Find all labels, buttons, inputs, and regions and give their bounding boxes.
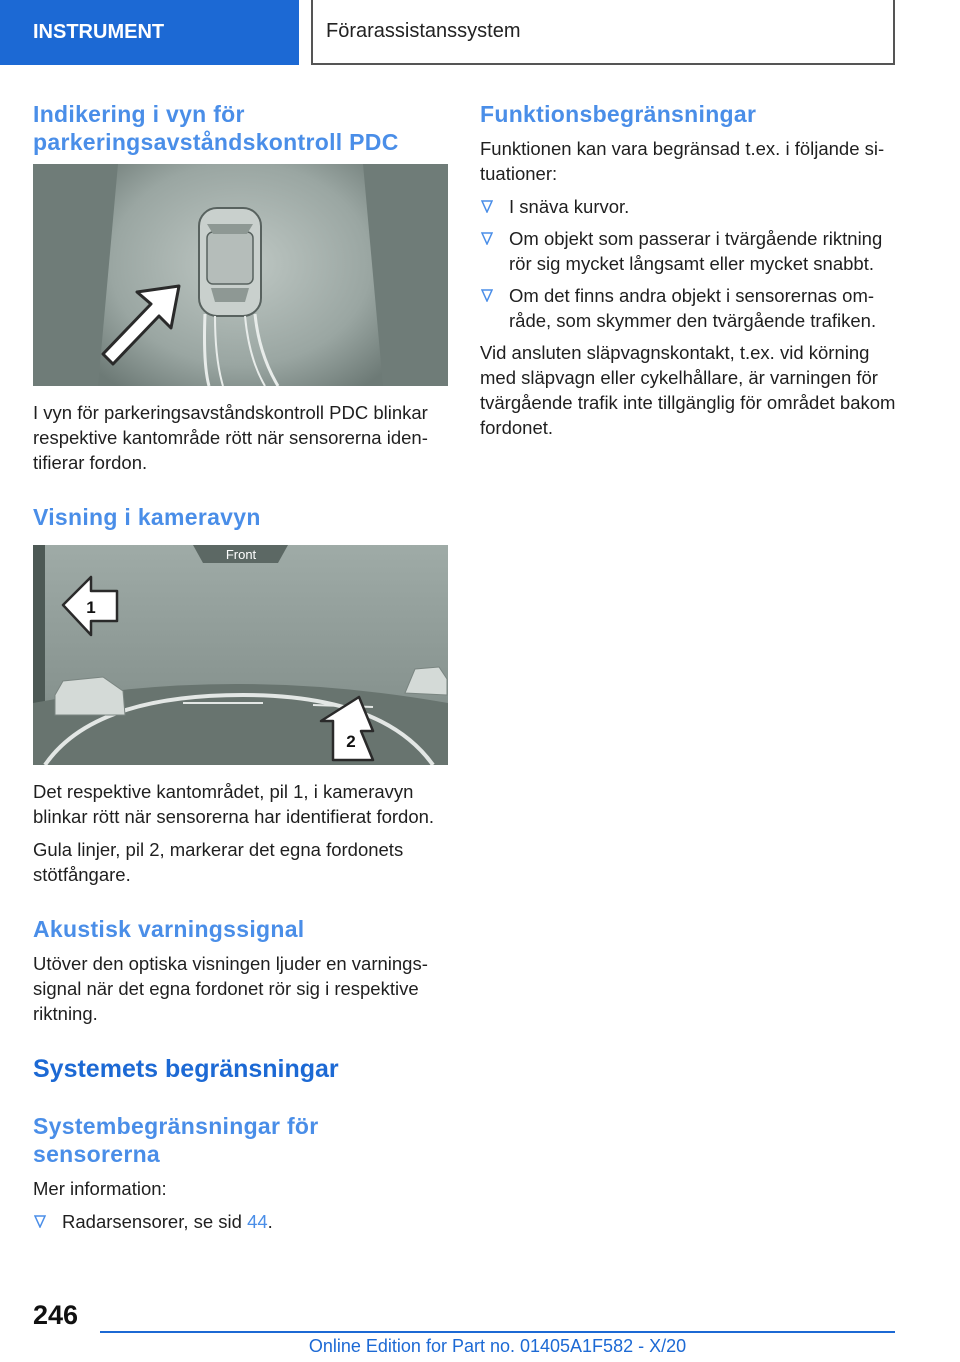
page-link-44[interactable]: 44 bbox=[247, 1211, 268, 1232]
acoustic-description: Utöver den optiska visningen ljuder en varnings-signal när det egna fordonet rör sig i respektive riktning. bbox=[33, 953, 428, 1024]
camera-view-illustration bbox=[33, 545, 448, 765]
section-tab: INSTRUMENT bbox=[0, 0, 299, 65]
sensor-limits-list bbox=[33, 1209, 448, 1234]
list-item bbox=[33, 1209, 448, 1234]
radar-sensor-text: Radarsensorer, se sid bbox=[62, 1211, 248, 1232]
left-column bbox=[33, 100, 448, 1241]
bullet-triangle-icon bbox=[481, 232, 493, 245]
list-item bbox=[480, 283, 900, 333]
heading-camera-view: Visning i kameravyn bbox=[33, 504, 261, 530]
function-limits-list bbox=[480, 194, 900, 333]
list-item-text: Om det finns andra objekt i sensorernas om-råde, som skymmer den tvärgående trafiken. bbox=[509, 285, 877, 331]
bullet-triangle-icon bbox=[34, 1215, 46, 1228]
list-item-end: . bbox=[267, 1211, 273, 1232]
list-item bbox=[480, 226, 900, 276]
car-icon bbox=[199, 208, 261, 316]
heading-function-limits: Funktionsbegränsningar bbox=[480, 101, 757, 127]
chapter-title: Förarassistanssystem bbox=[311, 0, 895, 65]
bullet-triangle-icon bbox=[481, 200, 493, 213]
right-column bbox=[480, 100, 900, 440]
function-intro: Funktionen kan vara begränsad t.ex. i följande si-tuationer: bbox=[480, 138, 885, 184]
pdc-description: I vyn för parkeringsavståndskontroll PDC blinkar respektive kantområde rött när sensorerna iden-tifierar fordon. bbox=[33, 402, 428, 473]
trailer-description: Vid ansluten släpvagnskontakt, t.ex. vid körning med släpvagn eller cykelhållare, är varningen för tvärgående trafik inte tillgänglig för området bakom fordonet. bbox=[480, 342, 896, 438]
list-item bbox=[480, 194, 900, 219]
arrow-label-2: 2 bbox=[346, 732, 356, 751]
pdc-view-illustration bbox=[33, 164, 448, 386]
page-number: 246 bbox=[33, 1300, 79, 1330]
heading-sensor-limits: Systembegränsningar för sensorerna bbox=[33, 1113, 319, 1167]
heading-pdc-view: Indikering i vyn för parkeringsavståndskontroll PDC bbox=[33, 101, 399, 155]
more-info-label: Mer information: bbox=[33, 1178, 167, 1199]
edition-label: Online Edition for Part no. 01405A1F582 - X/20 bbox=[308, 1336, 687, 1356]
heading-acoustic-signal: Akustisk varningssignal bbox=[33, 916, 305, 942]
footer-divider bbox=[100, 1331, 895, 1333]
heading-system-limits: Systemets begränsningar bbox=[33, 1055, 339, 1083]
list-item-text: I snäva kurvor. bbox=[509, 196, 630, 217]
front-label: Front bbox=[225, 547, 257, 562]
camera-description-2: Gula linjer, pil 2, markerar det egna fordonets stötfångare. bbox=[33, 839, 404, 885]
camera-description-1: Det respektive kantområdet, pil 1, i kameravyn blinkar rött när sensorerna har identifierat fordon. bbox=[33, 781, 435, 827]
arrow-label-1: 1 bbox=[86, 598, 96, 617]
bullet-triangle-icon bbox=[481, 289, 493, 302]
list-item-text: Om objekt som passerar i tvärgående riktning rör sig mycket långsamt eller mycket snabbt. bbox=[509, 228, 883, 274]
